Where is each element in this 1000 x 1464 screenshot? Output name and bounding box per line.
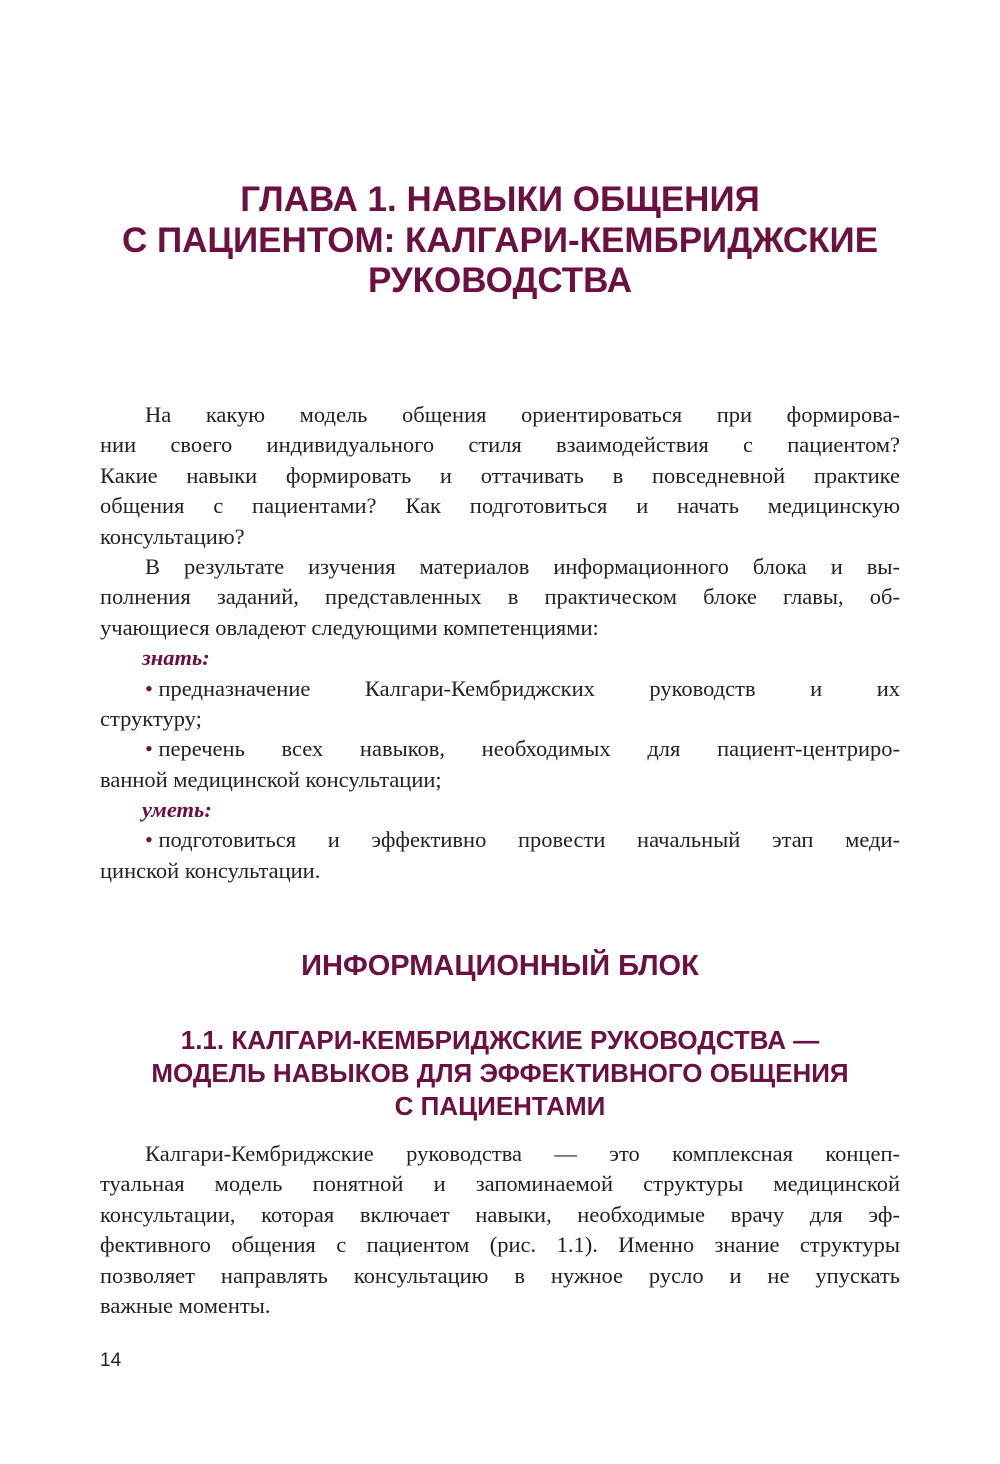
bullet-item-line: цинской консультации. [100, 857, 321, 883]
page-number: 14 [100, 1350, 122, 1371]
paragraph-line: консультацию? [100, 523, 245, 549]
competency-label: уметь: [142, 797, 212, 823]
bullet-item-line: ванной медицинской консультации; [100, 766, 442, 792]
paragraph-line: Калгари-Кембриджские руководства — это комплексная концеп- [145, 1141, 900, 1166]
paragraph-line: фективного общения с пациентом (рис. 1.1). Именно знание структуры [100, 1232, 900, 1258]
paragraph-line: туальная модель понятной и запоминаемой структуры медицинской [100, 1171, 900, 1197]
section-title-line: 1.1. КАЛГАРИ-КЕМБРИДЖСКИЕ РУКОВОДСТВА — [180, 1025, 820, 1055]
competency-label: знать: [142, 645, 210, 671]
chapter-title-line: РУКОВОДСТВА [368, 261, 632, 300]
paragraph-line: важные моменты. [100, 1292, 271, 1318]
paragraph-line: полнения заданий, представленных в практическом блоке главы, об- [100, 584, 900, 610]
paragraph-line: нии своего индивидуального стиля взаимодействия с пациентом? [100, 432, 900, 458]
paragraph-line: учающиеся овладеют следующими компетенциями: [100, 614, 599, 640]
paragraph-line: позволяет направлять консультацию в нужное русло и не упускать [100, 1262, 900, 1288]
bullet-text: предназначение Калгари-Кембриджских руководств и их [158, 675, 900, 701]
bullet-item-line [100, 734, 900, 764]
bullet-item-line [100, 674, 900, 704]
bullet-icon: • [145, 827, 159, 853]
bullet-icon: • [145, 675, 159, 701]
chapter-title-line: ГЛАВА 1. НАВЫКИ ОБЩЕНИЯ [240, 180, 760, 219]
paragraph-line: В результате изучения материалов информационного блока и вы- [145, 553, 900, 579]
paragraph-line: Какие навыки формировать и оттачивать в повседневной практике [100, 462, 900, 488]
bullet-item-line [100, 825, 900, 855]
chapter-title-line: С ПАЦИЕНТОМ: КАЛГАРИ-КЕМБРИДЖСКИЕ [121, 220, 879, 260]
section-title-line: МОДЕЛЬ НАВЫКОВ ДЛЯ ЭФФЕКТИВНОГО ОБЩЕНИЯ [151, 1058, 849, 1088]
bullet-text: подготовиться и эффективно провести начальный этап меди- [158, 827, 900, 853]
chapter-title [0, 180, 1000, 302]
bullet-text: перечень всех навыков, необходимых для пациент-центриро- [158, 736, 900, 762]
paragraph-line: общения с пациентами? Как подготовиться и начать медицинскую [100, 493, 900, 519]
section-title [0, 1024, 1000, 1123]
intro-text [100, 400, 900, 886]
bullet-icon: • [145, 736, 159, 762]
paragraph-line: На какую модель общения ориентироваться при формирова- [145, 402, 900, 427]
bullet-item-line: структуру; [100, 705, 202, 731]
section-title-line: С ПАЦИЕНТАМИ [394, 1091, 606, 1121]
info-block-heading: ИНФОРМАЦИОННЫЙ БЛОК [301, 950, 699, 982]
paragraph-line: консультации, которая включает навыки, необходимые врачу для эф- [100, 1201, 900, 1227]
section-body [100, 1139, 900, 1321]
